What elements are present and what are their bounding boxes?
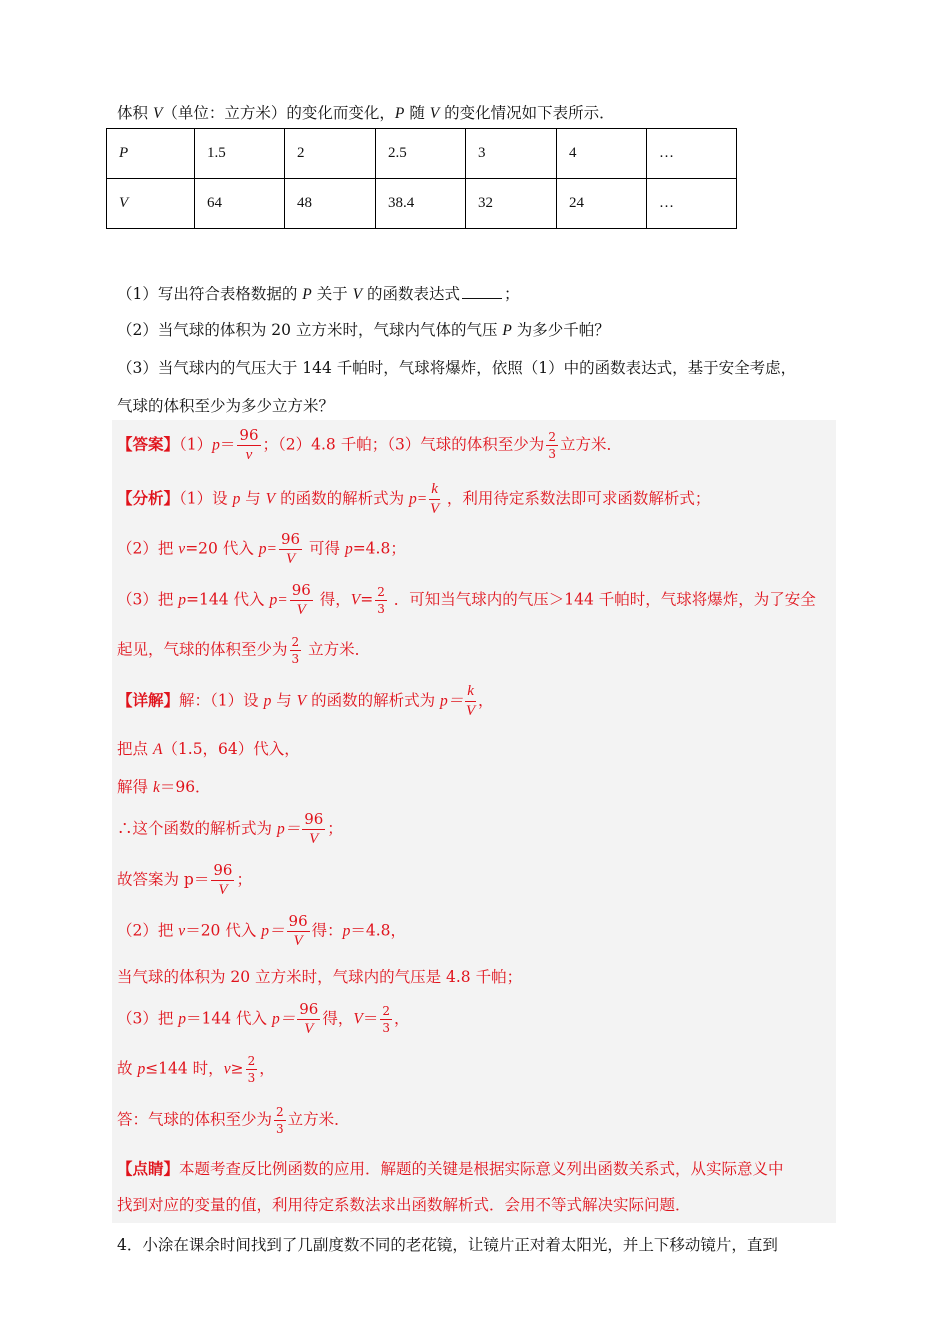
detail-line-7: 当气球的体积为 20 立方米时，气球内的气压是 4.8 千帕； <box>117 968 523 986</box>
table-row <box>107 129 737 179</box>
analysis-line-1: 【分析】（1）设 p 与 V 的函数的解析式为 p= $\frac{k}{V}$ ，利用待定系数法即可求函数解析式； <box>117 481 711 517</box>
detail-line-6: （2）把 v＝20 代入 p＝ $\frac{96}{V}$ 得：p＝4.8， <box>117 912 407 949</box>
table-row <box>107 179 737 229</box>
detail-line-2: 把点 A（1.5，64）代入， <box>117 740 300 758</box>
table-cell: 32 <box>466 179 557 229</box>
comment-line-1: 【点睛】本题考查反比例函数的应用．解题的关键是根据实际意义列出函数关系式，从实际意义中 <box>117 1159 784 1178</box>
data-table <box>106 128 737 229</box>
question-1: （1）写出符合表格数据的 P 关于 V 的函数表达式 ； <box>117 285 520 303</box>
table-cell: … <box>647 129 737 179</box>
detail-line-9: 故 p≤144 时，v≥ $\frac{2}{3}$ ， <box>117 1054 275 1085</box>
table-cell: 2.5 <box>376 129 466 179</box>
analysis-line-2: （2）把 v=20 代入 p= $\frac{96}{V}$ 可得 p=4.8； <box>117 530 406 567</box>
answer-blank <box>462 298 502 299</box>
analysis-line-4: 起见，气球的体积至少为 $\frac{2}{3}$ 立方米． <box>117 635 371 666</box>
table-cell: V <box>107 179 195 229</box>
table-cell: 3 <box>466 129 557 179</box>
next-question: 4．小涂在课余时间找到了几副度数不同的老花镜，让镜片正对着太阳光，并上下移动镜片，直到 <box>117 1236 778 1254</box>
detail-line-3: 解得 k＝96． <box>117 778 211 796</box>
comment-line-2: 找到对应的变量的值，利用待定系数法求出函数解析式．会用不等式解决实际问题． <box>117 1196 691 1214</box>
table-cell: 48 <box>285 179 376 229</box>
analysis-line-3: （3）把 p=144 代入 p= $\frac{96}{V}$ 得，V= $\frac{2}{3}$ ．可知当气球内的气压＞144 千帕时，气球将爆炸，为了安全 <box>117 581 816 618</box>
detail-line-10: 答：气球的体积至少为 $\frac{2}{3}$ 立方米． <box>117 1105 350 1136</box>
detail-line-1: 【详解】解：（1）设 p 与 V 的函数的解析式为 p＝ $\frac{k}{V}$ ， <box>117 683 494 719</box>
table-cell: 2 <box>285 129 376 179</box>
table-cell: P <box>107 129 195 179</box>
answer-line: 【答案】（1）p＝ $\frac{96}{v}$ ；（2）4.8 千帕；（3）气球的体积至少为 $\frac{2}{3}$ 立方米． <box>117 426 622 463</box>
question-2: （2）当气球的体积为 20 立方米时，气球内气体的气压 P 为多少千帕？ <box>117 321 610 339</box>
table-cell: 4 <box>557 129 647 179</box>
table-cell: … <box>647 179 737 229</box>
detail-line-8: （3）把 p＝144 代入 p＝ $\frac{96}{V}$ 得，V＝ $\frac{2}{3}$ ， <box>117 1000 410 1037</box>
intro-line: 体积 V（单位：立方米）的变化而变化，P 随 V 的变化情况如下表所示． <box>117 104 615 122</box>
table-cell: 24 <box>557 179 647 229</box>
detail-line-5: 故答案为 p＝ $\frac{96}{V}$ ； <box>117 861 252 898</box>
table-cell: 64 <box>195 179 285 229</box>
detail-line-4: ∴这个函数的解析式为 p＝ $\frac{96}{V}$ ； <box>117 810 343 847</box>
question-3-line-2: 气球的体积至少为多少立方米？ <box>117 397 335 415</box>
question-3-line-1: （3）当气球内的气压大于 144 千帕时，气球将爆炸，依照（1）中的函数表达式，基于安全考虑， <box>117 359 797 377</box>
table-cell: 1.5 <box>195 129 285 179</box>
table-cell: 38.4 <box>376 179 466 229</box>
